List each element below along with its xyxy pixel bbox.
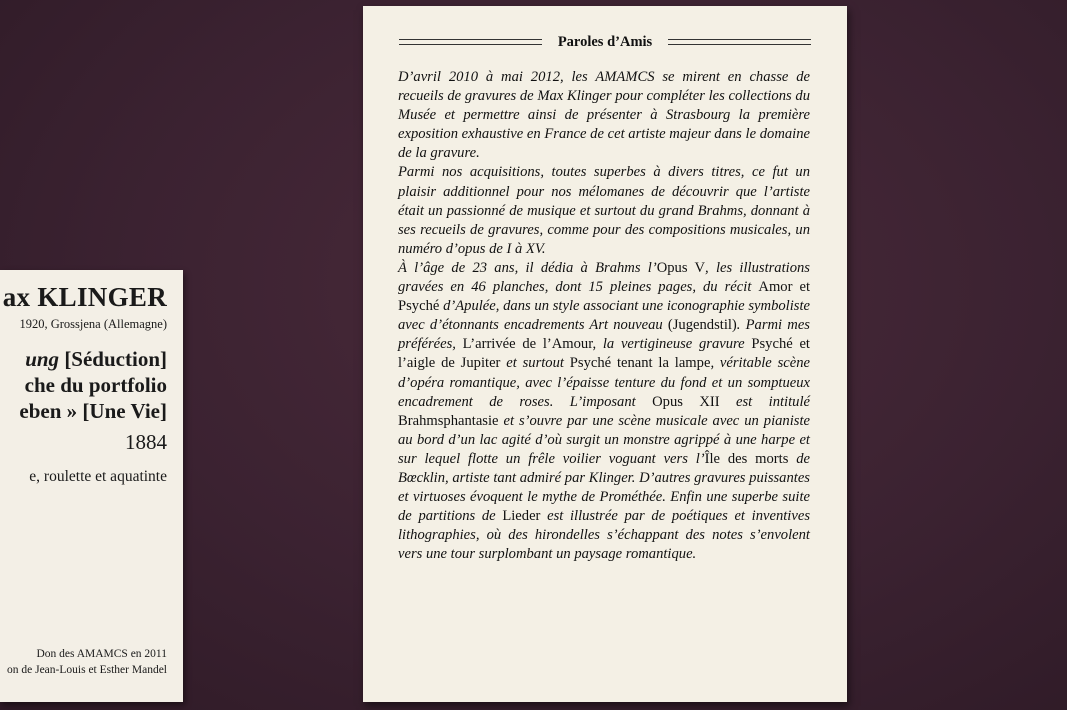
text-span: et surtout [500,355,570,372]
credit-line-1: Don des AMAMCS en 2011 [36,648,167,660]
artist-name: ax KLINGER [2,282,167,312]
panel-header [399,34,811,50]
credit-line-2: on de Jean-Louis et Esther Mandel [7,664,167,676]
text-panel [363,6,847,702]
upright-title: Brahmsphantasie [398,412,499,429]
work-title-line-1 [25,347,167,372]
upright-title: Opus V [656,259,706,276]
upright-title: Opus XII [652,393,720,410]
text-span: À l’âge de 23 ans, il dédia à Brahms l’ [398,259,657,276]
text-span: , les illustrations gravées en 46 planches, dont 15 pleines pages, du récit [398,259,810,296]
upright-title: (Jugendstil) [667,317,737,334]
paragraph-1: D’avril 2010 à mai 2012, les AMAMCS se mirent en chasse de recueils de gravures de Max Klinger pour compléter les collections du Musée et permettre ainsi de présenter à Strasbourg la première exposition exhaustive en France de cet artiste majeur dans le domaine de la gravure. [398,69,810,162]
upright-title: Amor et Psyché [398,279,811,315]
work-title-line-2: che du portfolio [24,373,167,397]
header-rule-right [668,39,811,45]
panel-body [398,68,810,564]
paragraph-2: Parmi nos acquisitions, toutes superbes à divers titres, ce fut un plaisir additionnel pour nos mélomanes de découvrir que l’artiste était un passionné de musique et surtout du grand Brahms, donnant à ses recueils de gravures, comme pour des compositions musicales, un numéro d’opus de I à XV. [398,164,810,257]
artist-life-dates: 1920, Grossjena (Allemagne) [19,317,167,331]
text-span: la vertigineuse gravure [596,336,752,353]
artwork-label [0,270,183,702]
upright-title: Psyché et l’aigle de Jupiter [398,336,810,372]
work-technique: e, roulette et aquatinte [29,468,167,485]
work-title-german: ung [25,347,60,371]
paragraph-3 [398,259,810,565]
text-span: , véritable scène d’opéra romantique, avec l’épaisse tenture du fond et un somptueux encadrement de roses. L’imposant [398,355,811,410]
work-title-line-3: eben » [Une Vie] [19,399,167,423]
text-span: est illustrée par de poétiques et inventives lithographies, où des hirondelles s’échappant des notes s’envolent vers une tour surplombant un paysage romantique. [398,508,810,563]
work-title-french: [Séduction] [59,347,167,371]
upright-title: L’arrivée de l’Amour, [462,336,597,353]
text-span: et s’ouvre par une scène musicale avec un pianiste au bord d’un lac agité d’où surgit un monstre agrippé à une harpe et sur lequel flotte un frêle voilier voguant vers l’ [398,412,810,467]
work-year: 1884 [125,430,167,454]
text-span: est intitulé [719,393,810,410]
upright-title: Île des morts [704,450,789,467]
upright-title: Psyché tenant la lampe [569,355,711,372]
panel-title: Paroles d’Amis [557,33,653,50]
upright-title: Lieder [502,508,541,525]
text-span: d’Apulée, dans un style associant une iconographie symboliste avec d’étonnants encadrements Art nouveau [398,298,810,334]
text-span: de Bœcklin, artiste tant admiré par Klinger. D’autres gravures puissantes et virtuoses évoquent le mythe de Prométhée. Enfin une superbe suite de partitions de [398,450,810,525]
header-rule-left [399,39,542,45]
text-span: . Parmi mes préférées, [398,317,810,353]
